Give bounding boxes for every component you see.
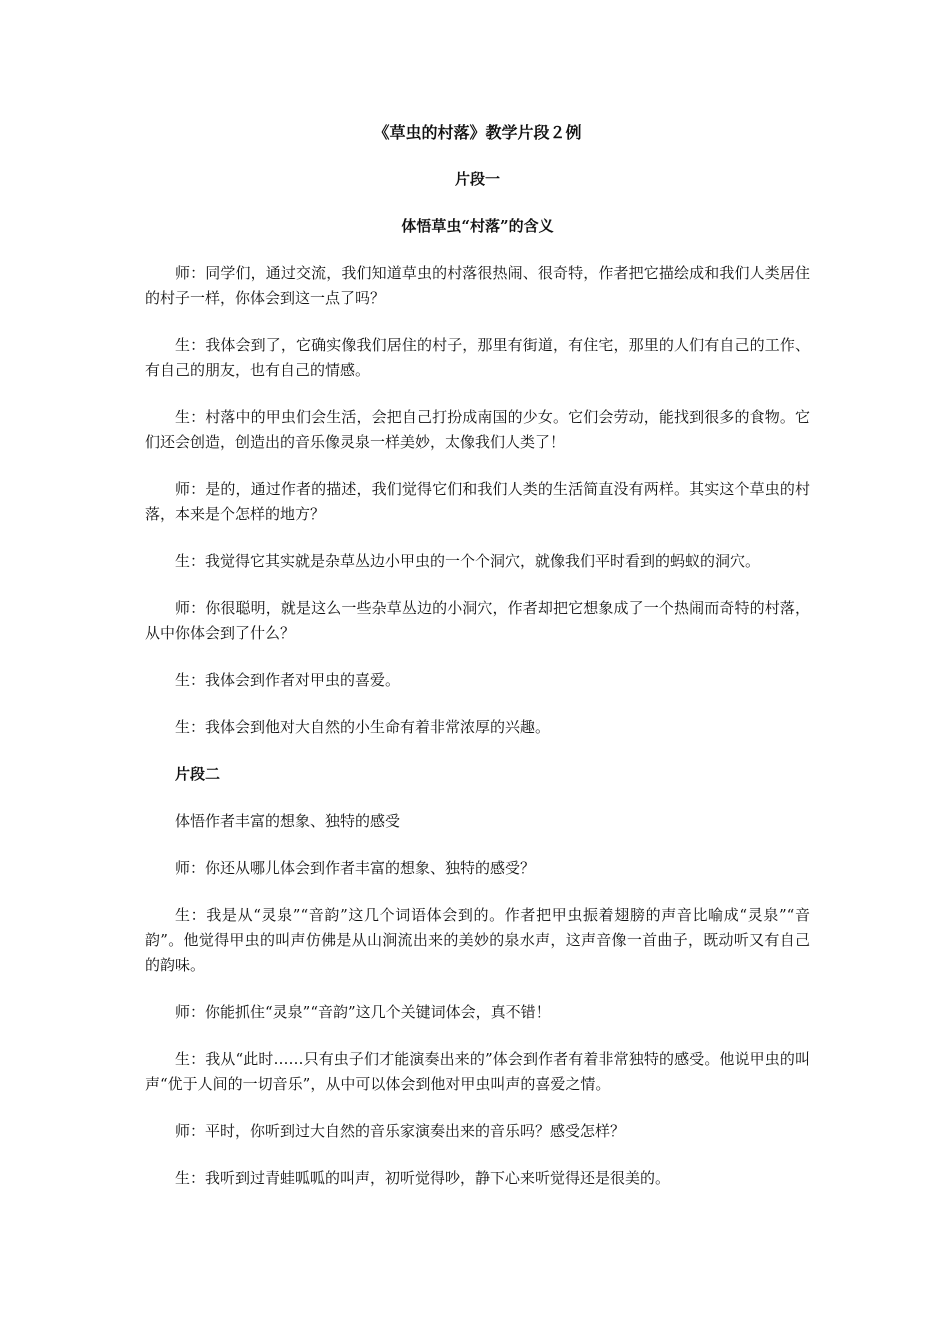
document-title: 《草虫的村落》教学片段２例	[373, 123, 582, 142]
paragraph: 生：我体会到了，它确实像我们居住的村子，那里有街道，有住宅，那里的人们有自己的工作、有自己的朋友，也有自己的情感。	[145, 336, 810, 379]
section1-subtitle: 体悟草虫“村落”的含义	[401, 217, 554, 235]
paragraph: 师：你很聪明，就是这么一些杂草丛边的小洞穴，作者却把它想象成了一个热闹而奇特的村落，从中你体会到了什么？	[145, 599, 810, 642]
paragraph: 生：我觉得它其实就是杂草丛边小甲虫的一个个洞穴，就像我们平时看到的蚂蚁的洞穴。	[175, 552, 761, 570]
paragraph: 师：平时，你听到过大自然的音乐家演奏出来的音乐吗？感受怎样？	[175, 1122, 626, 1140]
paragraph: 生：村落中的甲虫们会生活，会把自己打扮成南国的少女。它们会劳动，能找到很多的食物。它们还会创造，创造出的音乐像灵泉一样美妙，太像我们人类了！	[145, 408, 810, 451]
paragraph: 生：我听到过青蛙呱呱的叫声，初听觉得吵，静下心来听觉得还是很美的。	[175, 1169, 671, 1187]
paragraph: 师：你还从哪儿体会到作者丰富的想象、独特的感受？	[175, 859, 536, 877]
paragraph: 师：同学们，通过交流，我们知道草虫的村落很热闹、很奇特，作者把它描绘成和我们人类居住的村子一样，你体会到这一点了吗？	[145, 264, 810, 307]
paragraph: 生：我从“此时……只有虫子们才能演奏出来的”体会到作者有着非常独特的感受。他说甲虫的叫声“优于人间的一切音乐”，从中可以体会到他对甲虫叫声的喜爱之情。	[145, 1050, 810, 1093]
document-page	[145, 120, 810, 1213]
section2-subtitle: 体悟作者丰富的想象、独特的感受	[175, 812, 401, 830]
section2-label: 片段二	[175, 765, 221, 783]
paragraph: 师：是的，通过作者的描述，我们觉得它们和我们人类的生活简直没有两样。其实这个草虫的村落，本来是个怎样的地方？	[145, 480, 810, 523]
paragraph: 师：你能抓住“灵泉”“音韵”这几个关键词体会，真不错！	[175, 1003, 551, 1021]
paragraph: 生：我体会到他对大自然的小生命有着非常浓厚的兴趣。	[175, 718, 551, 736]
paragraph: 生：我体会到作者对甲虫的喜爱。	[175, 671, 401, 689]
paragraph: 生：我是从“灵泉”“音韵”这几个词语体会到的。作者把甲虫振着翅膀的声音比喻成“灵泉”“音韵”。他觉得甲虫的叫声仿佛是从山涧流出来的美妙的泉水声，这声音像一首曲子，既动听又有自己的韵味。	[145, 906, 810, 974]
section1-label: 片段一	[454, 170, 500, 188]
